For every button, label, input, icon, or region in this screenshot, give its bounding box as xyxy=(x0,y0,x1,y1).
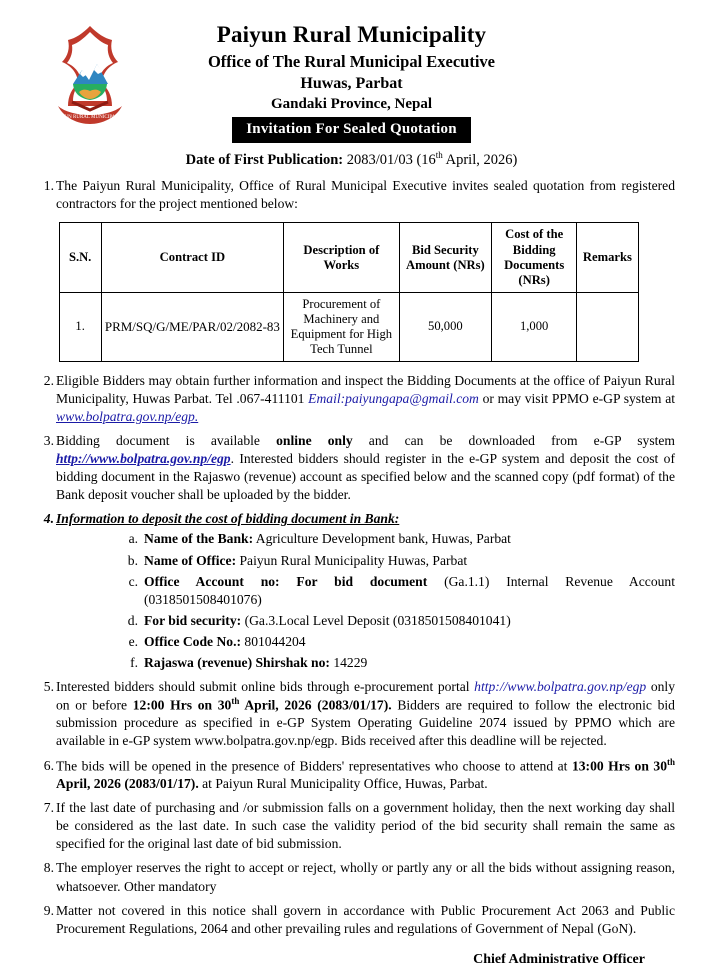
bank-detail-value: (Ga.3.Local Level Deposit (0318501508401041) xyxy=(241,612,511,628)
clause-3-emphasis: online only xyxy=(276,433,353,449)
cell-remarks xyxy=(577,292,638,361)
publication-date-value-end: April, 2026) xyxy=(442,152,518,169)
publication-date-value: 2083/01/03 (16 xyxy=(346,152,436,169)
bank-detail-item xyxy=(122,654,675,672)
notice-clause-list-continued xyxy=(22,372,675,938)
clause-7 xyxy=(22,799,675,853)
bank-detail-item xyxy=(122,612,675,630)
submission-deadline-sup: th xyxy=(231,695,240,706)
bank-detail-label: For bid security: xyxy=(144,612,242,628)
clause-4 xyxy=(22,510,675,671)
bank-detail-label: Name of Office: xyxy=(144,552,237,568)
clause-1 xyxy=(22,177,675,213)
bank-detail-value: Agriculture Development bank, Huwas, Parbat xyxy=(253,531,511,547)
clause-5-text-a: Interested bidders should submit online bids through e-procurement portal xyxy=(56,678,475,694)
clause-9-text: Matter not covered in this notice shall govern in accordance with Public Procurement Act 2063 and Public Procurement Regulations, 2064 and other prevailing rules and regulations of Government of Nepal (GoN). xyxy=(56,902,675,936)
col-header-bid-security: Bid Security Amount (NRs) xyxy=(399,223,491,292)
cell-document-cost: 1,000 xyxy=(491,292,576,361)
clause-4-number: 4. xyxy=(43,511,54,527)
publication-date-sup: th xyxy=(435,150,443,161)
clause-3 xyxy=(22,432,675,504)
publication-date xyxy=(0,150,703,169)
document-body xyxy=(0,177,703,968)
bank-detail-value: 14229 xyxy=(329,655,368,671)
bank-detail-marker: d. xyxy=(127,612,138,628)
clause-4-heading: Information to deposit the cost of bidding document in Bank: xyxy=(56,511,400,527)
clause-8 xyxy=(22,859,675,895)
place-line: Huwas, Parbat xyxy=(300,75,403,93)
bank-detail-label: Name of the Bank: xyxy=(144,531,254,547)
clause-1-text: The Paiyun Rural Municipality, Office of Rural Municipal Executive invites sealed quotation from registered contractors for the project mentioned below: xyxy=(56,178,675,212)
bank-detail-label: Rajaswa (revenue) Shirshak no: xyxy=(144,655,330,671)
cell-sn: 1. xyxy=(59,292,101,361)
bank-detail-value: 801044204 xyxy=(241,633,306,649)
bank-detail-marker: c. xyxy=(128,573,138,589)
nepal-emblem-icon xyxy=(42,22,138,132)
clause-3-text-b: and can be downloaded from e-GP system xyxy=(352,433,676,449)
bank-detail-item xyxy=(122,530,675,548)
clause-5-text-c: Bidders are required to follow the electronic bid submission procedure as specified in e-GP System Operating Guideline 2074 issued by PPMO which are available in e-GP system www.bolpatra.gov.np/egp. Bids received after this deadline will be rejected. xyxy=(56,697,675,749)
clause-8-text: The employer reserves the right to accept or reject, wholly or partly any or all the bids without assigning reason, whatsoever. Other mandatory xyxy=(56,860,675,894)
clause-7-number: 7. xyxy=(43,800,54,816)
quotation-table xyxy=(59,222,639,361)
col-header-remarks: Remarks xyxy=(577,223,638,292)
clause-9-number: 9. xyxy=(43,902,54,918)
table-header xyxy=(59,223,638,292)
svg-text:PAIYUN RURAL MUNICIPALITY: PAIYUN RURAL MUNICIPALITY xyxy=(53,115,127,120)
bank-detail-item xyxy=(122,552,675,570)
province-line: Gandaki Province, Nepal xyxy=(271,96,432,113)
table-header-row xyxy=(59,223,638,292)
clause-7-text: If the last date of purchasing and /or submission falls on a government holiday, then the next working day shall be considered as the last date. In such case the validity period of the bid security shall remain the same as specified for the original last date of bid submission. xyxy=(56,800,675,852)
clause-3-text-c: . Interested bidders should register in the e-GP system and deposit the cost of bidding document in the Rajaswo (revenue) account as specified below and the scanned copy (pdf format) of the Bank deposit voucher shall be uploaded by the bidder. xyxy=(56,451,675,503)
clause-2-text-a: Eligible Bidders may obtain further information and inspect the Bidding Documents at the office of Paiyun Rural Municipality, Huwas Parbat. Tel .067-411101 xyxy=(56,372,675,406)
bank-detail-label: Office Code No.: xyxy=(144,633,242,649)
clause-3-number: 3. xyxy=(43,433,54,449)
bank-detail-item xyxy=(122,633,675,651)
clause-5-text-b: only on or before xyxy=(56,678,675,713)
submission-deadline-end: April, 2026 (2083/01/17). xyxy=(239,697,392,713)
clause-3-text-a: Bidding document is available xyxy=(56,433,277,449)
bank-detail-item xyxy=(122,573,675,608)
clause-6-text-a: The bids will be opened in the presence of Bidders' representatives who choose to attend at xyxy=(56,758,572,774)
bank-detail-value: Paiyun Rural Municipality Huwas, Parbat xyxy=(236,552,468,568)
clause-9 xyxy=(22,902,675,938)
bank-detail-marker: e. xyxy=(128,633,138,649)
opening-time: 13:00 Hrs on 30 xyxy=(571,758,667,774)
col-header-sn: S.N. xyxy=(59,223,101,292)
col-header-description: Description of Works xyxy=(283,223,399,292)
egp-submission-link[interactable]: http://www.bolpatra.gov.np/egp xyxy=(474,678,647,694)
bank-detail-label: Office Account no: For bid document xyxy=(144,573,428,589)
clause-6-text-b: at Paiyun Rural Municipality Office, Huwas, Parbat. xyxy=(198,776,488,792)
cell-description: Procurement of Machinery and Equipment for High Tech Tunnel xyxy=(283,292,399,361)
clause-6-number: 6. xyxy=(43,757,54,773)
egp-portal-link[interactable]: www.bolpatra.gov.np/egp. xyxy=(56,409,199,425)
cell-bid-security: 50,000 xyxy=(399,292,491,361)
clause-5 xyxy=(22,678,675,751)
table-body xyxy=(59,292,638,361)
document-header xyxy=(0,0,703,169)
clause-5-number: 5. xyxy=(43,678,54,694)
table-row xyxy=(59,292,638,361)
contact-email-link[interactable]: Email:paiyungapa@gmail.com xyxy=(308,390,479,406)
submission-deadline: 12:00 Hrs on 30 xyxy=(132,697,232,713)
cell-contract-id: PRM/SQ/G/ME/PAR/02/2082-83 xyxy=(101,292,283,361)
opening-time-end: April, 2026 (2083/01/17). xyxy=(56,776,199,792)
notice-clause-list xyxy=(22,177,675,213)
office-line: Office of The Rural Municipal Executive xyxy=(207,52,496,72)
bank-detail-marker: f. xyxy=(130,655,138,671)
clause-2 xyxy=(22,372,675,426)
clause-1-number: 1. xyxy=(43,178,54,194)
signature-title: Chief Administrative Officer xyxy=(473,951,645,967)
egp-download-link[interactable]: http://www.bolpatra.gov.np/egp xyxy=(56,451,231,467)
bank-detail-marker: b. xyxy=(127,552,138,568)
col-header-contract-id: Contract ID xyxy=(101,223,283,292)
clause-8-number: 8. xyxy=(43,860,54,876)
bank-detail-marker: a. xyxy=(128,531,138,547)
clause-6 xyxy=(22,757,675,794)
bank-details-list xyxy=(56,530,675,671)
organization-title: Paiyun Rural Municipality xyxy=(216,22,487,47)
opening-time-sup: th xyxy=(667,756,676,767)
invitation-banner: Invitation For Sealed Quotation xyxy=(232,117,471,143)
clause-2-text-b: or may visit PPMO e-GP system at xyxy=(478,390,675,406)
col-header-document-cost: Cost of the Bidding Documents (NRs) xyxy=(491,223,576,292)
clause-2-number: 2. xyxy=(43,372,54,388)
bank-detail-value: (Ga.1.1) Internal Revenue Account (0318501508401076) xyxy=(144,573,675,607)
publication-date-label: Date of First Publication: xyxy=(185,152,344,169)
